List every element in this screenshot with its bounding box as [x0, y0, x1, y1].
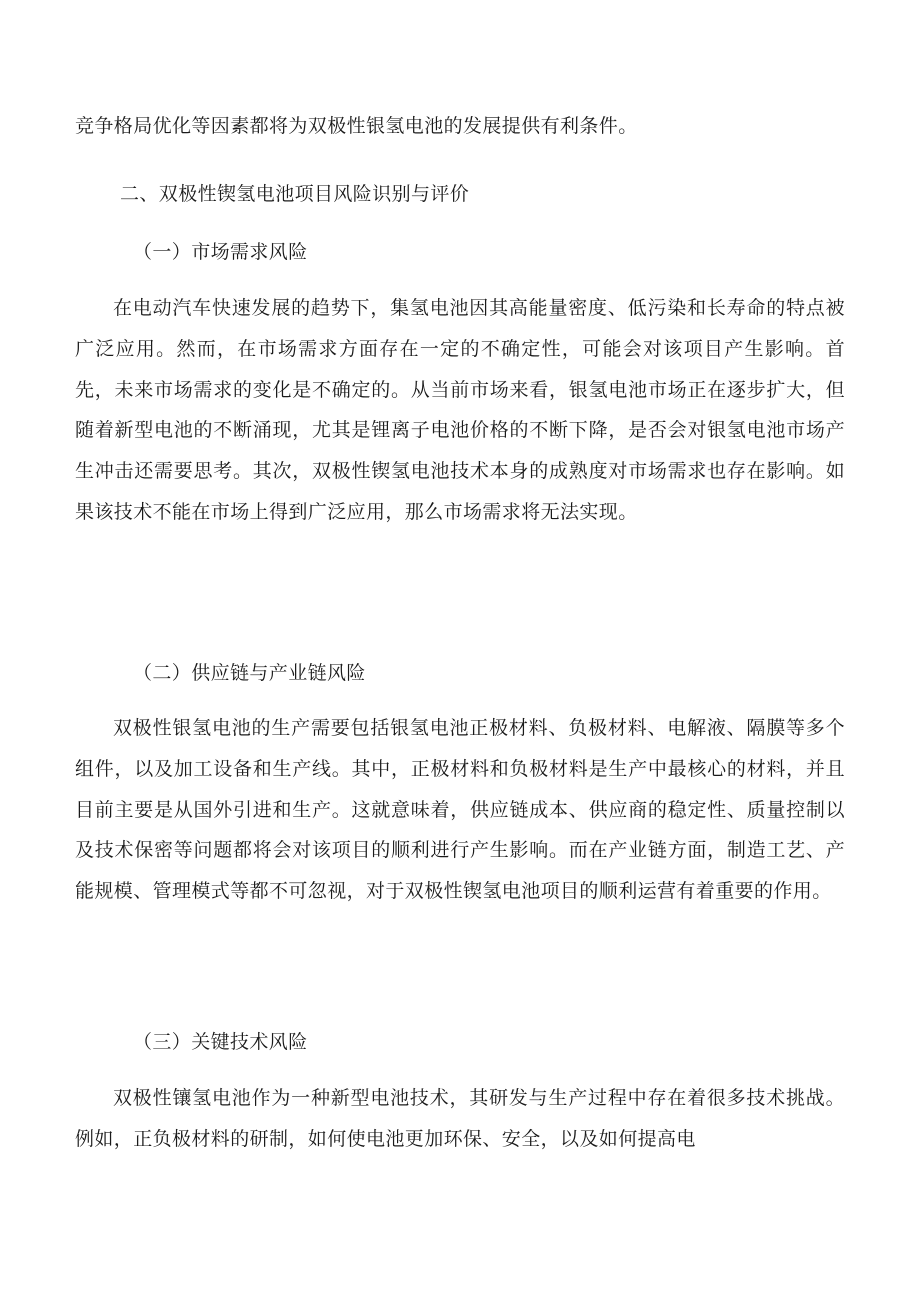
subsection-title-market-demand: （一）市场需求风险 — [133, 241, 308, 263]
subsection-title-key-technology: （三）关键技术风险 — [133, 1031, 308, 1053]
paragraph-key-technology: 双极性镶氢电池作为一种新型电池技术，其研发与生产过程中存在着很多技术挑战。例如，正负极材料的研制，如何使电池更加环保、安全，以及如何提高电 — [75, 1087, 845, 1150]
section-title: 二、双极性锲氢电池项目风险识别与评价 — [120, 183, 470, 205]
subsection-title-supply-chain: （二）供应链与产业链风险 — [133, 662, 366, 684]
paragraph-market-demand: 在电动汽车快速发展的趋势下，集氢电池因其高能量密度、低污染和长寿命的特点被广泛应用。然而，在市场需求方面存在一定的不确定性，可能会对该项目产生影响。首先，未来市场需求的变化是不确定的。从当前市场来看，银氢电池市场正在逐步扩大，但随着新型电池的不断涌现，尤其是锂离子电池价格的不断下降，是否会对银氢电池市场产生冲击还需要思考。其次，双极性锲氢电池技术本身的成熟度对市场需求也存在影响。如果该技术不能在市场上得到广泛应用，那么市场需求将无法实现。 — [75, 297, 845, 523]
paragraph-supply-chain: 双极性银氢电池的生产需要包括银氢电池正极材料、负极材料、电解液、隔膜等多个组件，以及加工设备和生产线。其中，正极材料和负极材料是生产中最核心的材料，并且目前主要是从国外引进和生产。这就意味着，供应链成本、供应商的稳定性、质量控制以及技术保密等问题都将会对该项目的顺利进行产生影响。而在产业链方面，制造工艺、产能规模、管理模式等都不可忽视，对于双极性锲氢电池项目的顺利运营有着重要的作用。 — [75, 717, 845, 903]
continuation-line: 竞争格局优化等因素都将为双极性银氢电池的发展提供有利条件。 — [75, 115, 638, 137]
